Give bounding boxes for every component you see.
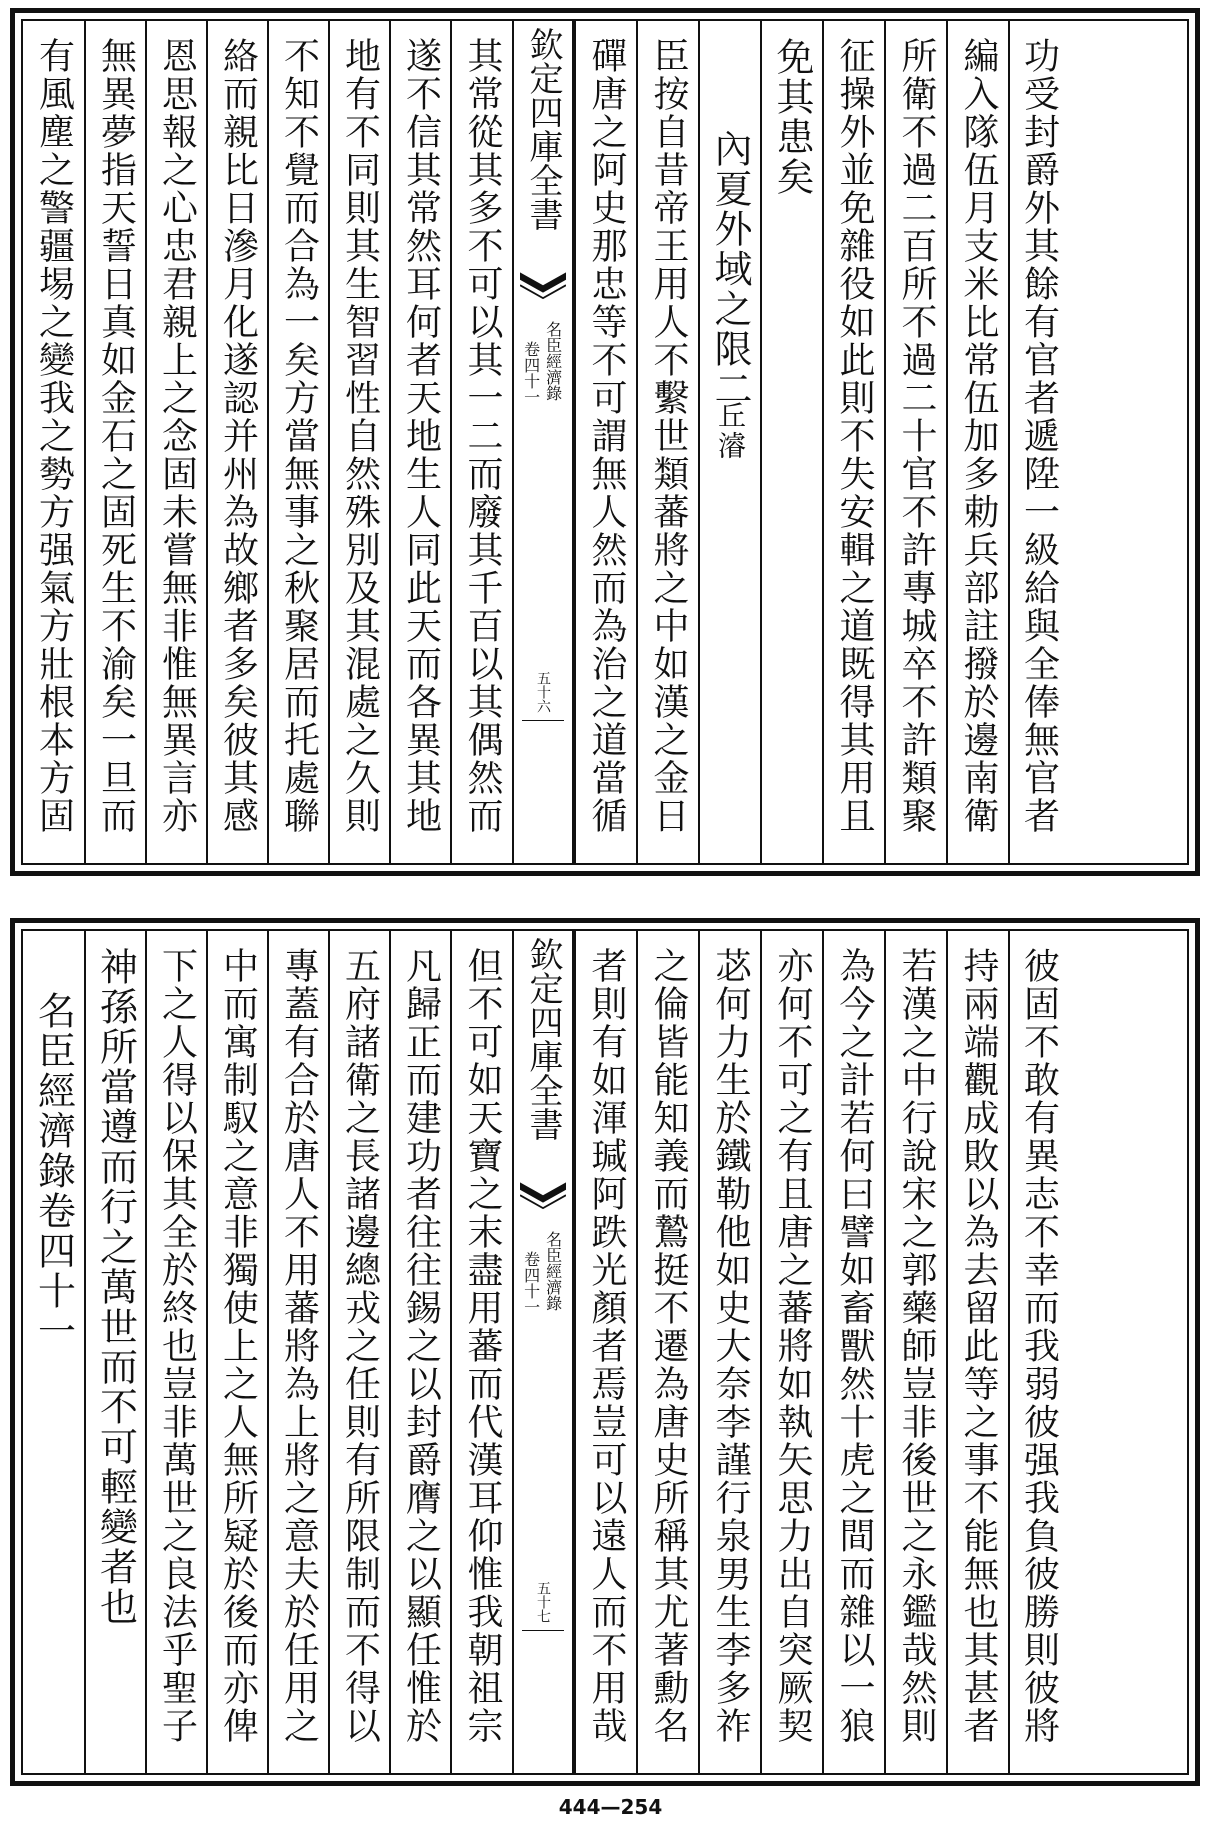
column-text: 遂不信其常然耳何者天地生人同此天而各異其地 [400, 37, 442, 835]
column-text: 編入隊伍月支米比常伍加多勅兵部註撥於邊南衛 [958, 37, 999, 835]
text-column [145, 931, 206, 1773]
column-text: 征操外並免雜役如此則不失安輯之道既得其用且 [834, 37, 875, 835]
divider [522, 720, 564, 721]
text-column [822, 931, 884, 1773]
text-column [206, 21, 267, 863]
column-text: 苾何力生於鐵勒他如史大奈李謹行泉男生李多祚 [710, 947, 751, 1745]
column-text: 五府諸衛之長諸邊總戎之任則有所限制而不得以 [339, 947, 381, 1745]
column-text: 其常從其多不可以其一二而廢其千百以其偶然而 [462, 37, 503, 835]
divider [522, 1630, 564, 1631]
bottom-page-panel [10, 918, 1200, 1786]
column-text: 磾唐之阿史那忠等不可謂無人然而為治之道當循 [586, 37, 627, 835]
column-text: 專蓋有合於唐人不用蕃將為上將之意夫於任用之 [278, 947, 320, 1745]
text-column [23, 931, 84, 1773]
column-text: 凡歸正而建功者往往錫之以封爵膺之以顯任惟於 [400, 947, 442, 1745]
collection-title: 欽定四庫全書 [523, 937, 563, 1141]
text-column [636, 21, 698, 863]
column-text: 彼固不敢有異志不幸而我弱彼强我負彼勝則彼將 [1018, 947, 1060, 1745]
text-column [760, 931, 822, 1773]
column-text: 絡而親比日滲月化遂認并州為故鄉者多矣彼其感 [217, 37, 259, 835]
column-text: 若漢之中行說宋之郭藥師豈非後世之永鑑哉然則 [896, 947, 937, 1745]
author-name: 丘濬 [714, 401, 747, 461]
text-column [389, 931, 450, 1773]
column-text: 有風塵之警疆埸之變我之勢方强氣方壯根本方固 [33, 37, 75, 835]
book-title: 名臣經濟錄 [543, 321, 563, 401]
column-text: 下之人得以保其全於終也豈非萬世之良法乎聖子 [156, 947, 198, 1745]
text-column [946, 21, 1008, 863]
column-text: 持兩端觀成敗以為去留此等之事不能無也其甚者 [958, 947, 999, 1745]
top-page-panel [10, 8, 1200, 876]
volume-end-title: 名臣經濟錄卷四十一 [31, 991, 76, 1351]
column-text: 為今之計若何曰譬如畜獸然十虎之間而雜以一狼 [834, 947, 875, 1745]
text-column [389, 21, 450, 863]
text-column [1008, 931, 1067, 1773]
section-heading: 內夏外域之限二 [708, 129, 752, 409]
column-text: 亦何不可之有且唐之蕃將如執矢思力出自突厥契 [772, 947, 813, 1745]
column-text: 恩思報之心忠君親上之念固未嘗無非惟無異言亦 [156, 37, 198, 835]
text-column [84, 931, 145, 1773]
text-column [822, 21, 884, 863]
book-title: 名臣經濟錄 [543, 1231, 563, 1311]
column-text: 者則有如渾瑊阿跌光顏者焉豈可以遠人而不用哉 [586, 947, 627, 1745]
text-column [884, 21, 946, 863]
column-text: 功受封爵外其餘有官者遞陞一級給與全俸無官者 [1018, 37, 1060, 835]
column-text: 所衛不過二百所不過二十官不許專城卒不許類聚 [896, 37, 937, 835]
text-column [450, 21, 512, 863]
text-column [1008, 21, 1067, 863]
text-column [206, 931, 267, 1773]
text-column [698, 931, 760, 1773]
text-column [946, 931, 1008, 1773]
text-column [450, 931, 512, 1773]
text-column [636, 931, 698, 1773]
column-text: 臣按自昔帝王用人不繫世類蕃將之中如漢之金日 [648, 37, 689, 835]
text-column [145, 21, 206, 863]
center-fold [512, 21, 574, 863]
center-fold [512, 931, 574, 1773]
text-column [328, 931, 389, 1773]
column-text: 神孫所當遵而行之萬世而不可輕變者也 [93, 947, 138, 1627]
column-text: 中而寓制馭之意非獨使上之人無所疑於後而亦俾 [217, 947, 259, 1745]
fish-tail-icon [520, 271, 566, 305]
text-column [760, 21, 822, 863]
volume-label: 卷四十一 [521, 1251, 541, 1315]
page-number: 五十七 [535, 1581, 551, 1623]
text-column [23, 21, 84, 863]
bottom-page-frame [21, 929, 1189, 1775]
column-text: 地有不同則其生智習性自然殊別及其混處之久則 [339, 37, 381, 835]
top-page-frame [21, 19, 1189, 865]
page-footer-number: 444—254 [558, 1795, 663, 1819]
text-column [574, 931, 636, 1773]
text-column [698, 21, 760, 863]
fish-tail-icon [520, 1181, 566, 1215]
text-column [574, 21, 636, 863]
column-text: 之倫皆能知義而鷙挺不遷為唐史所稱其尤著勳名 [648, 947, 689, 1745]
column-text: 無異夢指天誓日真如金石之固死生不渝矣一旦而 [95, 37, 137, 835]
text-column [84, 21, 145, 863]
text-column [884, 931, 946, 1773]
volume-label: 卷四十一 [521, 341, 541, 405]
text-column [267, 931, 328, 1773]
column-text: 不知不覺而合為一矣方當無事之秋聚居而托處聯 [278, 37, 320, 835]
column-text: 但不可如天寶之末盡用蕃而代漢耳仰惟我朝祖宗 [462, 947, 503, 1745]
page-number: 五十六 [535, 671, 551, 713]
column-text: 免其患矣 [770, 37, 814, 197]
text-column [328, 21, 389, 863]
text-column [267, 21, 328, 863]
collection-title: 欽定四庫全書 [523, 27, 563, 231]
